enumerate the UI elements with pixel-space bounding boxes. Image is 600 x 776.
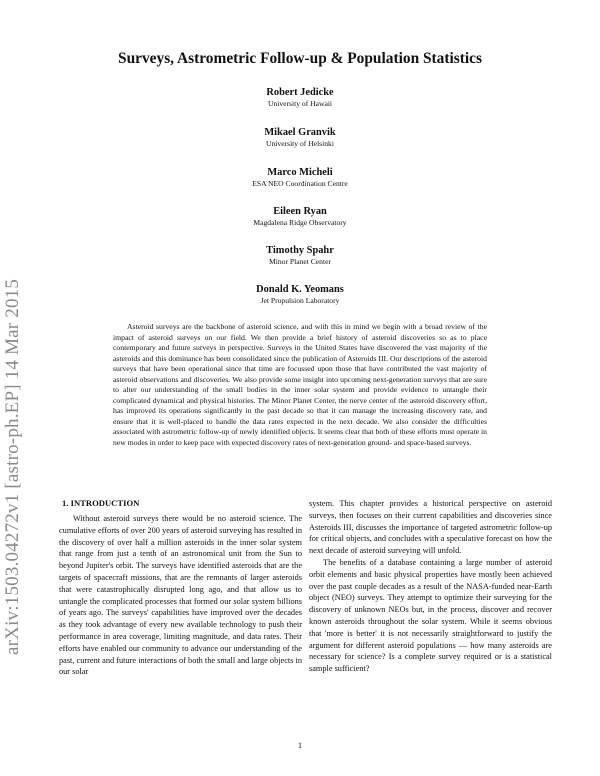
author-block	[150, 127, 450, 149]
author-affiliation: Jet Propulsion Laboratory	[260, 296, 340, 305]
author-name: Timothy Spahr	[266, 245, 334, 256]
author-block	[150, 284, 450, 306]
author-block	[150, 87, 450, 109]
body-paragraph: system. This chapter provides a historical perspective on asteroid surveys, then focuses on their current capabilities and discoveries since Asteroids III, discusses the importance of targeted astrometric follow-up for critical objects, and concludes with a speculative forecast on how the next decade of asteroid surveying will unfold.	[309, 499, 552, 556]
abstract: Asteroid surveys are the backbone of asteroid science, and with this in mind we begin with a broad review of the impact of asteroid surveys on our field. We then provide a brief history of asteroid discoveries so as to place contemporary and future surveys in perspective. Surveys in the United States have discovered the vast majority of the asteroids and this dominance has been consolidated since the publication of Asteroids III. Our descriptions of the asteroid surveys that have been operational since that time are focussed upon those that have contributed the vast majority of asteroid observations and discoveries. We also provide some insight into upcoming next-generation surveys that are sure to alter our understanding of the small bodies in the inner solar system and provide evidence to untangle their complicated dynamical and physical histories. The Minor Planet Center, the nerve center of the asteroid discovery effort, has improved its operations significantly in the past decade so that it can manage the increasing discovery rate, and ensure that it is well-placed to handle the data rates expected in the next decade. We also consider the difficulties associated with astrometric follow-up of newly identified objects. It seems clear that both of these efforts must operate in new modes in order to keep pace with expected discovery rates of next-generation ground- and space-based surveys.	[113, 322, 487, 448]
author-affiliation: Magdalena Ridge Observatory	[253, 218, 347, 227]
author-block	[150, 167, 450, 189]
body-paragraph: The benefits of a database containing a large number of asteroid orbit elements and basic physical properties have mostly been achieved over the past couple decades as a result of the NASA-funded near-Earth object (NEO) surveys. They attempt to optimize their surveying for the discovery of unknown NEOs but, in the process, discover and recover known asteroids throughout the solar system. While it seems obvious that 'more is better' it is not necessarily straightforward to justify the argument for different asteroid populations — how many asteroids are necessary for science? Is a complete survey required or is a statistical sample sufficient?	[309, 557, 552, 674]
page-number: 1	[297, 741, 303, 750]
author-name: Donald K. Yeomans	[256, 284, 344, 295]
arxiv-identifier-stamp: arXiv:1503.04272v1 [astro-ph.EP] 14 Mar 2015	[2, 278, 23, 655]
body-paragraph: Without asteroid surveys there would be no asteroid science. The cumulative efforts of over 200 years of asteroid surveying has resulted in the discovery of over half a million asteroids in the inner solar system that range from just a tenth of an astronomical unit from the Sun to beyond Jupiter's orbit. The surveys have identified asteroids that are the targets of spacecraft missions, that are the remnants of larger asteroids that were catastrophically disrupted long ago, and that allow us to untangle the complicated processes that formed our solar system billions of years ago. The surveys' capabilities have improved over the decades as they took advantage of every new available technology to push their performance in area coverage, limiting magnitude, and data rates. Their efforts have enabled our community to advance our understanding of the past, current and future interactions of both the small and large objects in our solar	[59, 514, 302, 677]
left-column	[59, 513, 302, 678]
author-affiliation: University of Hawaii	[267, 99, 333, 108]
author-name: Marco Micheli	[267, 167, 333, 178]
author-affiliation: University of Helsinki	[266, 139, 334, 148]
author-block	[150, 206, 450, 228]
author-name: Mikael Granvik	[264, 127, 336, 138]
author-affiliation: Minor Planet Center	[268, 257, 331, 266]
author-name: Robert Jedicke	[266, 87, 334, 98]
section-heading-introduction: 1. INTRODUCTION	[62, 498, 140, 508]
author-block	[150, 245, 450, 267]
paper-title: Surveys, Astrometric Follow-up & Population Statistics	[118, 50, 482, 67]
author-affiliation: ESA NEO Coordination Centre	[252, 179, 348, 188]
right-column	[309, 498, 552, 675]
author-name: Eileen Ryan	[273, 206, 327, 217]
